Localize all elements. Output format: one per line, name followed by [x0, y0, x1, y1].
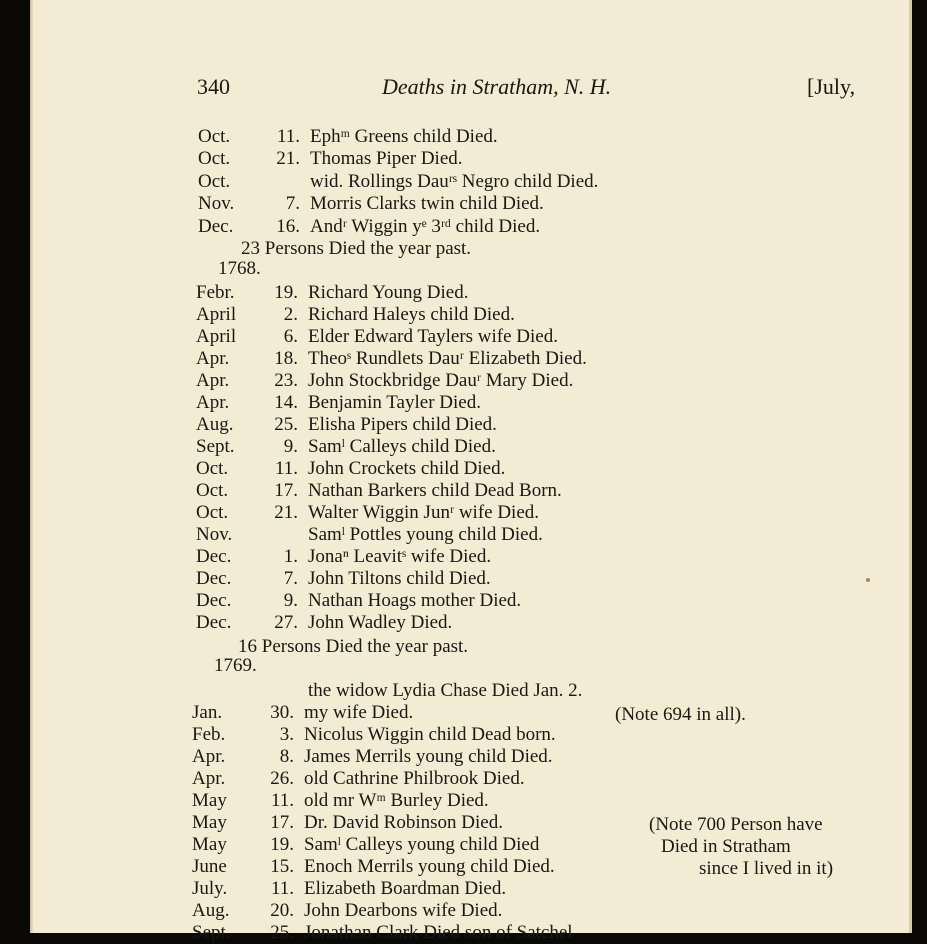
- entry-month: Oct.: [196, 480, 229, 501]
- entry-text: Elder Edward Taylers wife Died.: [308, 326, 558, 347]
- entry-text: Nathan Barkers child Dead Born.: [308, 480, 562, 501]
- entry-text: James Merrils young child Died.: [304, 746, 553, 767]
- entry-text: John Crockets child Died.: [308, 458, 506, 479]
- entry-text: Nicolus Wiggin child Dead born.: [304, 724, 556, 745]
- entry-day: 11.: [276, 126, 300, 147]
- entry-day: 11.: [274, 458, 298, 479]
- entry-day: 9.: [283, 436, 298, 457]
- entry-day: 16.: [276, 215, 300, 237]
- entry-day: 21.: [274, 502, 298, 523]
- entry-day: 6.: [283, 326, 298, 347]
- page-title: Deaths in Stratham, N. H.: [382, 74, 612, 99]
- entry-day: 19.: [274, 282, 298, 303]
- entry-day: 17.: [274, 480, 298, 501]
- entry-text: my wife Died.: [304, 702, 414, 723]
- entry-day: 11.: [270, 790, 294, 811]
- entry-day: 7.: [285, 193, 300, 215]
- entry-text: Andʳ Wiggin yᵉ 3ʳᵈ child Died.: [310, 215, 541, 237]
- entry-day: 30.: [270, 702, 294, 723]
- entry-day: 7.: [283, 568, 298, 589]
- note-700-line2: Died in Stratham: [661, 836, 791, 857]
- entry-text: John Wadley Died.: [308, 612, 453, 633]
- entry-month: May: [192, 790, 227, 811]
- entry-text: Theoˢ Rundlets Dauʳ Elizabeth Died.: [308, 348, 587, 369]
- page-binding-edge: [30, 0, 34, 933]
- entry-text: Dr. David Robinson Died.: [304, 812, 503, 833]
- entry-text: Richard Haleys child Died.: [308, 304, 515, 325]
- entry-month: Dec.: [196, 590, 232, 611]
- page-smudge: [866, 578, 870, 582]
- entry-month: Dec.: [196, 546, 232, 567]
- entry-month: Sept.: [192, 922, 231, 943]
- entry-month: April: [196, 304, 237, 325]
- entry-text: Nathan Hoags mother Died.: [308, 590, 522, 611]
- entry-day: 11.: [270, 878, 294, 899]
- entry-day: 19.: [270, 834, 294, 855]
- entry-text: old Cathrine Philbrook Died.: [304, 768, 525, 789]
- entry-text: Walter Wiggin Junʳ wife Died.: [308, 502, 540, 523]
- entry-day: 2.: [283, 304, 298, 325]
- entry-month: April: [196, 326, 237, 347]
- entry-month: Nov.: [196, 524, 233, 545]
- entry-text: Thomas Piper Died.: [310, 148, 463, 170]
- entry-month: Aug.: [196, 414, 234, 435]
- entry-text: Morris Clarks twin child Died.: [310, 193, 544, 215]
- year-1769-heading: 1769.: [214, 655, 257, 676]
- summary-1767: 23 Persons Died the year past.: [241, 238, 472, 259]
- entry-text: Samˡ Calleys child Died.: [308, 436, 496, 457]
- entry-month: Feb.: [192, 724, 226, 745]
- entry-day: 8.: [279, 746, 294, 767]
- note-694: (Note 694 in all).: [615, 704, 746, 725]
- entry-text: John Dearbons wife Died.: [304, 900, 503, 921]
- entry-day: 18.: [274, 348, 298, 369]
- entry-day: 9.: [283, 590, 298, 611]
- entry-month: Dec.: [196, 568, 232, 589]
- entry-text: Elizabeth Boardman Died.: [304, 878, 507, 899]
- entry-month: Apr.: [196, 392, 230, 413]
- summary-1768: 16 Persons Died the year past.: [238, 636, 469, 657]
- entry-month: Oct.: [198, 170, 231, 192]
- entry-month: May: [192, 812, 227, 833]
- entry-month: July.: [192, 878, 228, 899]
- entry-day: 25.: [270, 922, 294, 943]
- entry-text: Enoch Merrils young child Died.: [304, 856, 555, 877]
- entry-month: Apr.: [196, 348, 230, 369]
- entry-text: Samˡ Pottles young child Died.: [308, 524, 543, 545]
- entry-month: Oct.: [196, 458, 229, 479]
- widow-entry: the widow Lydia Chase Died Jan. 2.: [308, 680, 583, 701]
- entry-month: Febr.: [196, 282, 235, 303]
- entry-text: Richard Young Died.: [308, 282, 469, 303]
- entry-month: Aug.: [192, 900, 230, 921]
- page-number: 340: [197, 74, 230, 99]
- note-700-line1: (Note 700 Person have: [649, 814, 823, 835]
- entry-month: June: [192, 856, 227, 877]
- entry-month: Apr.: [196, 370, 230, 391]
- entry-text: old mr Wᵐ Burley Died.: [304, 790, 489, 811]
- year-1768-heading: 1768.: [218, 258, 261, 279]
- entry-day: 1.: [283, 546, 298, 567]
- entry-month: Oct.: [198, 126, 231, 147]
- entry-day: 17.: [270, 812, 294, 833]
- running-head-month: [July,: [807, 74, 856, 99]
- book-page: [30, 0, 912, 943]
- page-right-edge: [909, 0, 912, 933]
- entry-month: May: [192, 834, 227, 855]
- entry-day: 15.: [270, 856, 294, 877]
- entry-text: wid. Rollings Dauʳˢ Negro child Died.: [310, 170, 599, 192]
- entry-text: Elisha Pipers child Died.: [308, 414, 497, 435]
- entry-month: Dec.: [196, 612, 232, 633]
- entry-text: Jonathan Clark Died son of Satchel: [304, 922, 573, 943]
- entry-text: John Tiltons child Died.: [308, 568, 491, 589]
- entry-month: Oct.: [196, 502, 229, 523]
- entry-month: Dec.: [198, 215, 234, 237]
- entry-day: 3.: [279, 724, 294, 745]
- entry-text: Ephᵐ Greens child Died.: [310, 126, 498, 147]
- entry-text: Benjamin Tayler Died.: [308, 392, 481, 413]
- entry-text: Samˡ Calleys young child Died: [304, 834, 540, 855]
- entry-month: Nov.: [198, 193, 235, 215]
- entry-day: 23.: [274, 370, 298, 391]
- entry-month: Apr.: [192, 768, 226, 789]
- entry-month: Apr.: [192, 746, 226, 767]
- entry-month: Oct.: [198, 148, 231, 170]
- entry-day: 26.: [270, 768, 294, 789]
- entry-month: Sept.: [196, 436, 235, 457]
- entry-month: Jan.: [192, 702, 223, 723]
- note-700-line3: since I lived in it): [699, 858, 834, 879]
- entry-text: John Stockbridge Dauʳ Mary Died.: [308, 370, 574, 391]
- entry-day: 21.: [276, 148, 300, 170]
- entry-text: Jonaⁿ Leavitˢ wife Died.: [308, 546, 492, 567]
- entry-day: 25.: [274, 414, 298, 435]
- entry-day: 14.: [274, 392, 298, 413]
- entry-day: 20.: [270, 900, 294, 921]
- entry-day: 27.: [274, 612, 298, 633]
